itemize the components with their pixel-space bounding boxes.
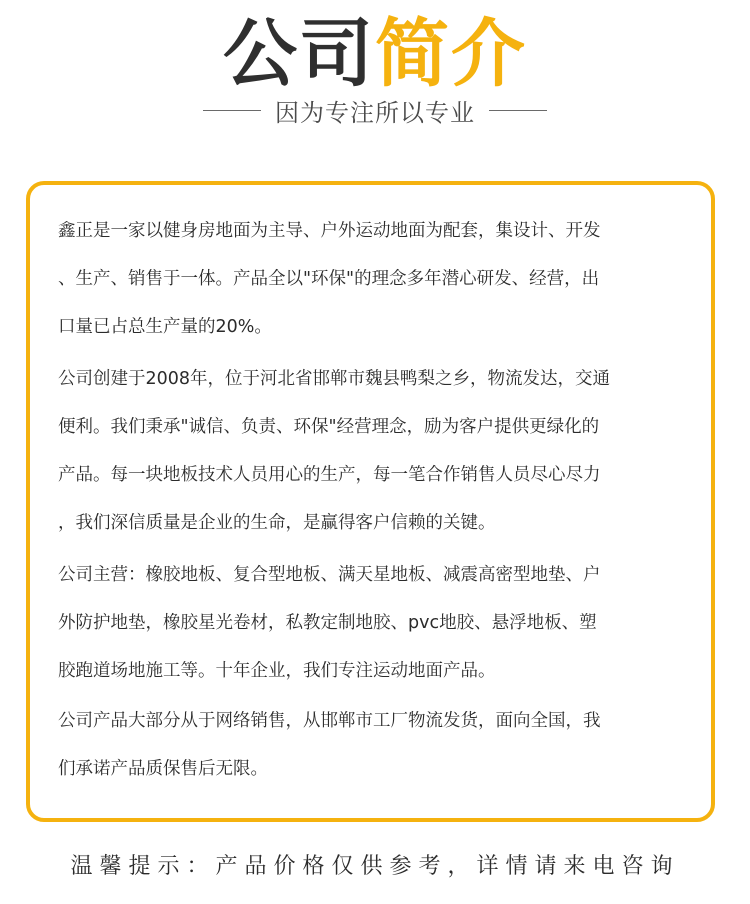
subtitle: 因为专注所以专业 bbox=[275, 98, 475, 127]
paragraph-line: 胶跑道场地施工等。十年企业，我们专注运动地面产品。 bbox=[58, 661, 496, 681]
paragraph-line: 鑫正是一家以健身房地面为主导、户外运动地面为配套，集设计、开发 bbox=[58, 221, 601, 241]
paragraph-sales bbox=[58, 697, 690, 793]
paragraph-line: 公司产品大部分从于网络销售，从邯郸市工厂物流发货，面向全国，我 bbox=[58, 711, 601, 731]
paragraph-line: 们承诺产品质保售后无限。 bbox=[58, 759, 268, 779]
paragraph-line: 、生产、销售于一体。产品全以"环保"的理念多年潜心研发、经营，出 bbox=[58, 269, 600, 289]
paragraph-line: 外防护地垫，橡胶星光卷材，私教定制地胶、pvc地胶、悬浮地板、塑 bbox=[58, 613, 597, 633]
paragraph-products bbox=[58, 551, 690, 695]
paragraph-line: 产品。每一块地板技术人员用心的生产，每一笔合作销售人员尽心尽力 bbox=[58, 465, 601, 485]
paragraph-line: 公司主营：橡胶地板、复合型地板、满天星地板、减震高密型地垫、户 bbox=[58, 565, 601, 585]
title-part-accent: 简介 bbox=[375, 11, 527, 97]
paragraph-history bbox=[58, 355, 690, 547]
paragraph-intro bbox=[58, 207, 690, 351]
subtitle-divider-left bbox=[203, 110, 261, 111]
paragraph-line: 便利。我们秉承"诚信、负责、环保"经营理念，励为客户提供更绿化的 bbox=[58, 417, 600, 437]
paragraph-line: 口量已占总生产量的20%。 bbox=[58, 317, 272, 337]
paragraph-line: 公司创建于2008年，位于河北省邯郸市魏县鸭梨之乡，物流发达，交通 bbox=[58, 369, 611, 389]
price-notice: 温馨提示：产品价格仅供参考，详情请来电咨询 bbox=[70, 854, 680, 879]
subtitle-divider-right bbox=[489, 110, 547, 111]
subtitle-row bbox=[0, 92, 750, 128]
page-title bbox=[0, 12, 750, 96]
title-part-dark: 公司 bbox=[223, 11, 375, 97]
paragraph-line: ，我们深信质量是企业的生命，是赢得客户信赖的关键。 bbox=[58, 513, 496, 533]
